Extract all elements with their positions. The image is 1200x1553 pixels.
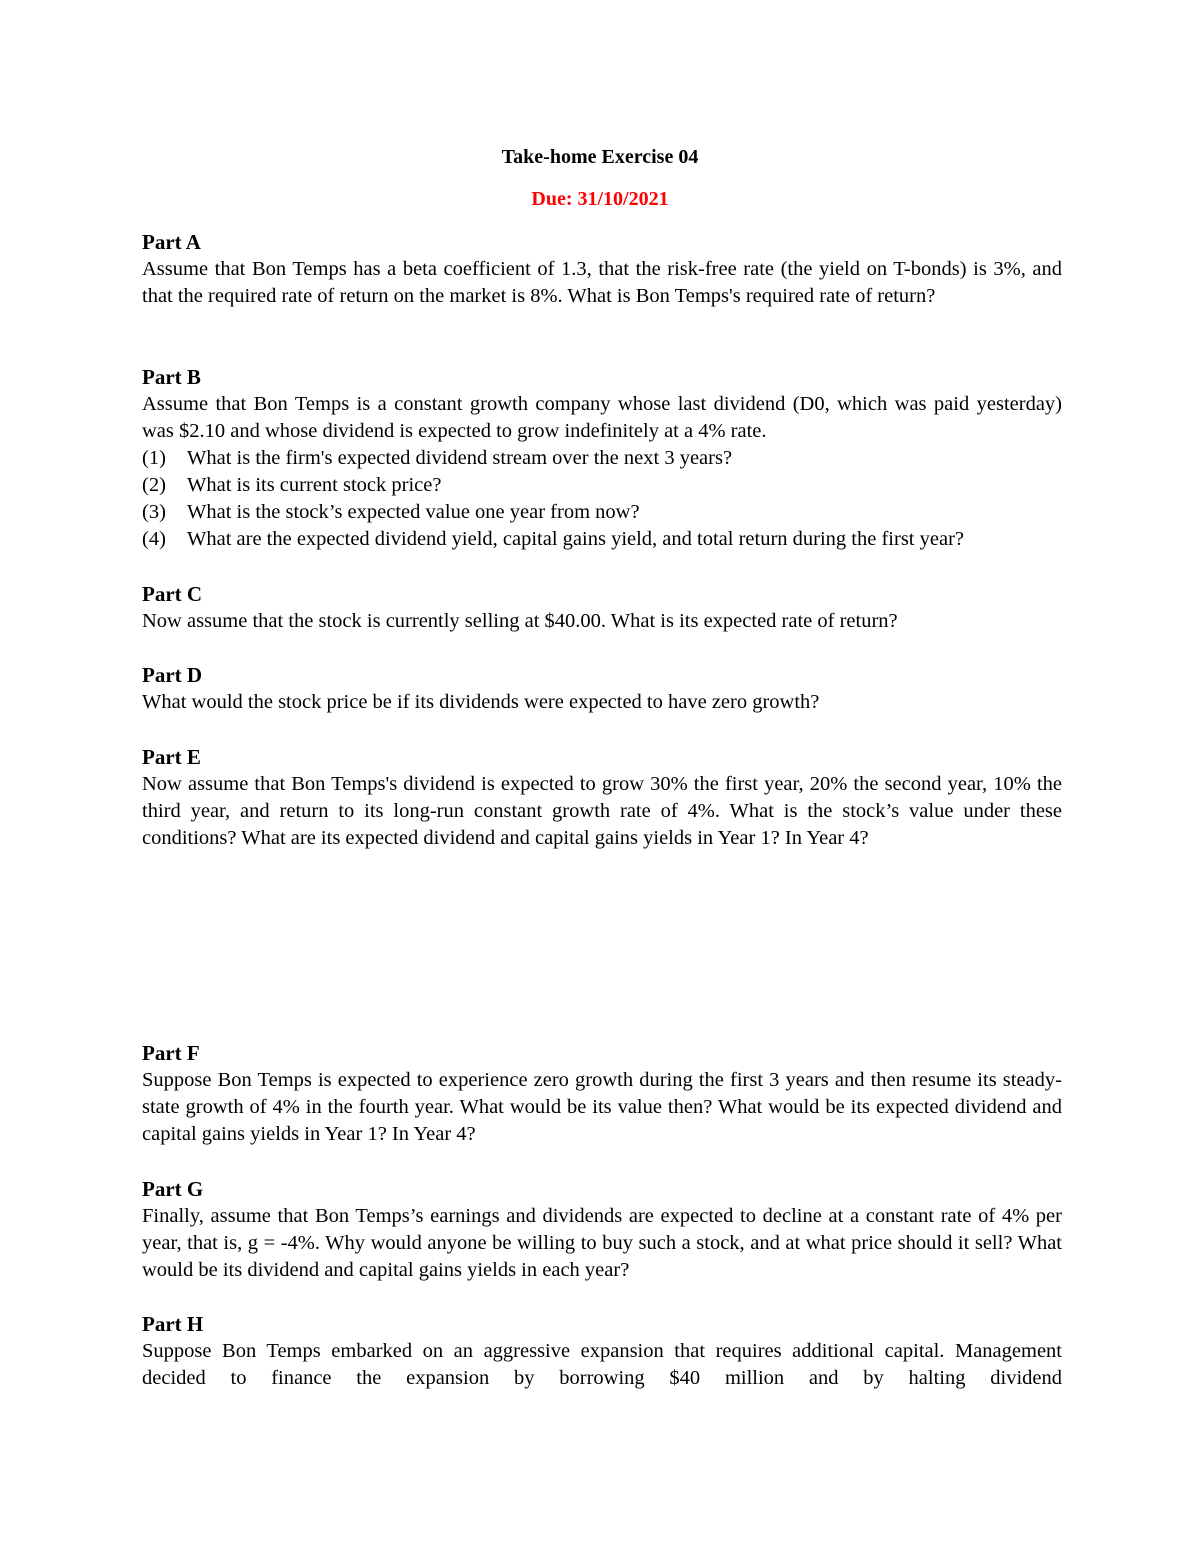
list-item bbox=[142, 526, 1062, 553]
list-item-text: What is the stock’s expected value one year from now? bbox=[187, 501, 640, 523]
part-g-text: Finally, assume that Bon Temps’s earnings and dividends are expected to decline at a constant rate of 4% per year, that is, g = -4%. Why would anyone be willing to buy such a stock, and at what price should it sell? What would be its dividend and capital gains yields in each year? bbox=[142, 1205, 1062, 1281]
list-item-number: (2) bbox=[142, 474, 166, 496]
part-a-heading: Part A bbox=[142, 230, 201, 254]
list-item-text: What is the firm's expected dividend stream over the next 3 years? bbox=[187, 447, 733, 469]
list-item bbox=[142, 445, 1062, 472]
part-f-heading: Part F bbox=[142, 1041, 200, 1065]
document-title: Take-home Exercise 04 bbox=[501, 146, 699, 168]
part-e bbox=[142, 744, 1062, 852]
part-b-text: Assume that Bon Temps is a constant growth company whose last dividend (D0, which was paid yesterday) was $2.10 and whose dividend is expected to grow indefinitely at a 4% rate. bbox=[142, 393, 1062, 442]
part-c-heading: Part C bbox=[142, 582, 203, 606]
part-c-text: Now assume that the stock is currently selling at $40.00. What is its expected rate of return? bbox=[142, 610, 898, 632]
part-e-text: Now assume that Bon Temps's dividend is expected to grow 30% the first year, 20% the second year, 10% the third year, and return to its long-run constant growth rate of 4%. What is the stock’s value under these conditions? What are its expected dividend and capital gains yields in Year 1? In Year 4? bbox=[142, 773, 1062, 849]
part-g-heading: Part G bbox=[142, 1177, 204, 1201]
part-d bbox=[142, 662, 1062, 716]
part-g bbox=[142, 1176, 1062, 1284]
part-h-text: Suppose Bon Temps embarked on an aggressive expansion that requires additional capital. Management decided to finance the expansion by borrowing $40 million and by halting dividend bbox=[142, 1340, 1062, 1389]
part-d-heading: Part D bbox=[142, 663, 203, 687]
list-item-number: (4) bbox=[142, 528, 166, 550]
list-item-text: What are the expected dividend yield, capital gains yield, and total return during the first year? bbox=[187, 528, 964, 550]
part-f-text: Suppose Bon Temps is expected to experience zero growth during the first 3 years and then resume its steady-state growth of 4% in the fourth year. What would be its value then? What would be its expected dividend and capital gains yields in Year 1? In Year 4? bbox=[142, 1069, 1062, 1145]
list-item-number: (3) bbox=[142, 501, 166, 523]
part-b-heading: Part B bbox=[142, 365, 201, 389]
part-f bbox=[142, 1040, 1062, 1148]
part-a bbox=[142, 229, 1062, 310]
part-h bbox=[142, 1311, 1062, 1392]
part-h-heading: Part H bbox=[142, 1312, 204, 1336]
list-item bbox=[142, 472, 1062, 499]
part-e-heading: Part E bbox=[142, 745, 201, 769]
part-c bbox=[142, 581, 1062, 635]
part-b bbox=[142, 364, 1062, 553]
list-item-number: (1) bbox=[142, 447, 166, 469]
part-a-text: Assume that Bon Temps has a beta coefficient of 1.3, that the risk-free rate (the yield on T-bonds) is 3%, and that the required rate of return on the market is 8%. What is Bon Temps's required rate of return? bbox=[142, 258, 1062, 307]
due-date: Due: 31/10/2021 bbox=[531, 188, 669, 210]
part-d-text: What would the stock price be if its dividends were expected to have zero growth? bbox=[142, 691, 820, 713]
part-b-question-list bbox=[142, 445, 1062, 553]
list-item-text: What is its current stock price? bbox=[187, 474, 442, 496]
list-item bbox=[142, 499, 1062, 526]
